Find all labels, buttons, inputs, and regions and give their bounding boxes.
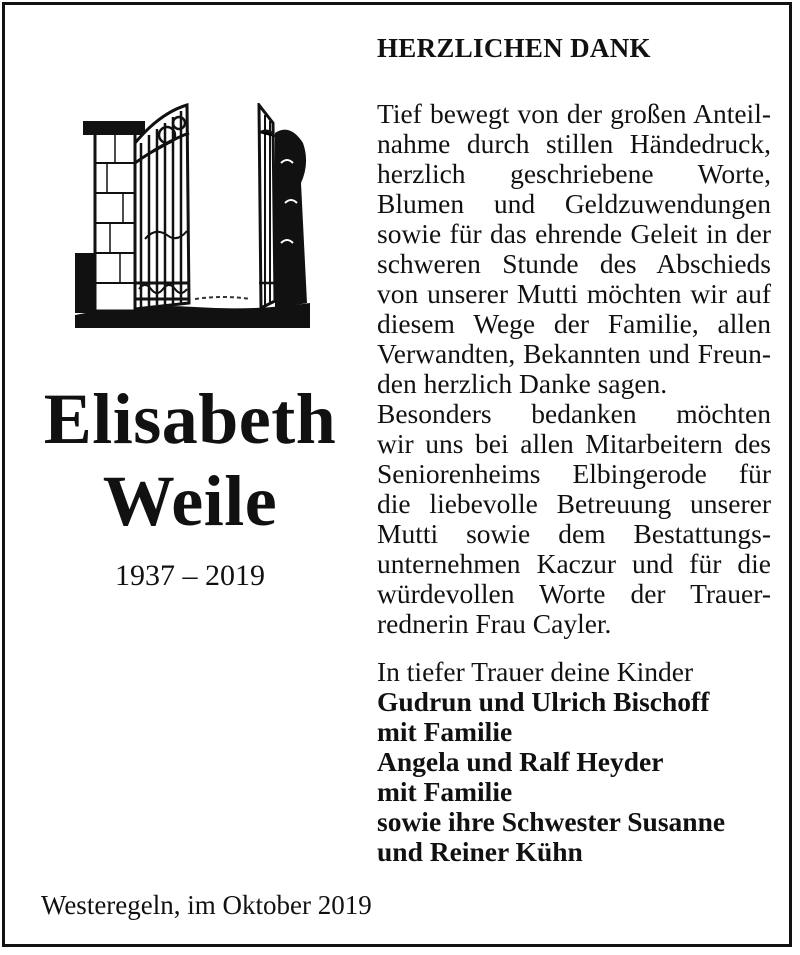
mourner-line: Angela und Ralf Heyder xyxy=(377,746,664,777)
message-line: Seniorenheims Elbingerode für xyxy=(377,459,771,489)
mourner-line: sowie ihre Schwester Susanne xyxy=(377,806,726,837)
message-line: Besonders bedanken möchten xyxy=(377,399,771,429)
notice-frame xyxy=(2,2,792,947)
mourner-line: und Reiner Kühn xyxy=(377,836,583,867)
message-line: wir uns bei allen Mitarbeitern des xyxy=(377,429,771,459)
message-line: unternehmen Kaczur und für die xyxy=(377,549,771,579)
message-line: Mutti sowie dem Bestattungs- xyxy=(377,519,771,549)
message-line: nahme durch stillen Händedruck, xyxy=(377,129,771,159)
mourner-line: mit Familie xyxy=(377,776,513,807)
deceased-last-name: Weile xyxy=(102,461,278,541)
message-line: würdevollen Worte der Trauer- xyxy=(377,579,771,609)
deceased-first-name: Elisabeth xyxy=(43,379,337,459)
thank-you-message xyxy=(377,99,771,639)
message-line: herzlich geschriebene Worte, xyxy=(377,159,771,189)
message-line: Tief bewegt von der großen Anteil- xyxy=(377,99,771,129)
message-line: diesem Wege der Familie, allen xyxy=(377,309,771,339)
message-line: sowie für das ehrende Geleit in der xyxy=(377,219,771,249)
mourner-line: mit Familie xyxy=(377,716,513,747)
open-gate-icon xyxy=(75,103,310,328)
mourners-intro: In tiefer Trauer deine Kinder xyxy=(377,656,694,687)
mourners-block xyxy=(377,657,797,867)
message-line: die liebevolle Betreuung unserer xyxy=(377,489,771,519)
message-line: den herzlich Danke sagen. xyxy=(377,369,668,399)
place-date: Westeregeln, im Oktober 2019 xyxy=(41,890,372,920)
life-years: 1937 – 2019 xyxy=(115,559,265,592)
mourner-line: Gudrun und Ulrich Bischoff xyxy=(377,686,710,717)
message-line: von unserer Mutti möchten wir auf xyxy=(377,279,771,309)
message-line: Blumen und Geldzuwendungen xyxy=(377,189,771,219)
message-line: schweren Stunde des Abschieds xyxy=(377,249,771,279)
message-line: Verwandten, Bekannten und Freun- xyxy=(377,339,771,369)
message-line: rednerin Frau Cayler. xyxy=(377,609,612,639)
notice-heading: HERZLICHEN DANK xyxy=(377,33,651,63)
